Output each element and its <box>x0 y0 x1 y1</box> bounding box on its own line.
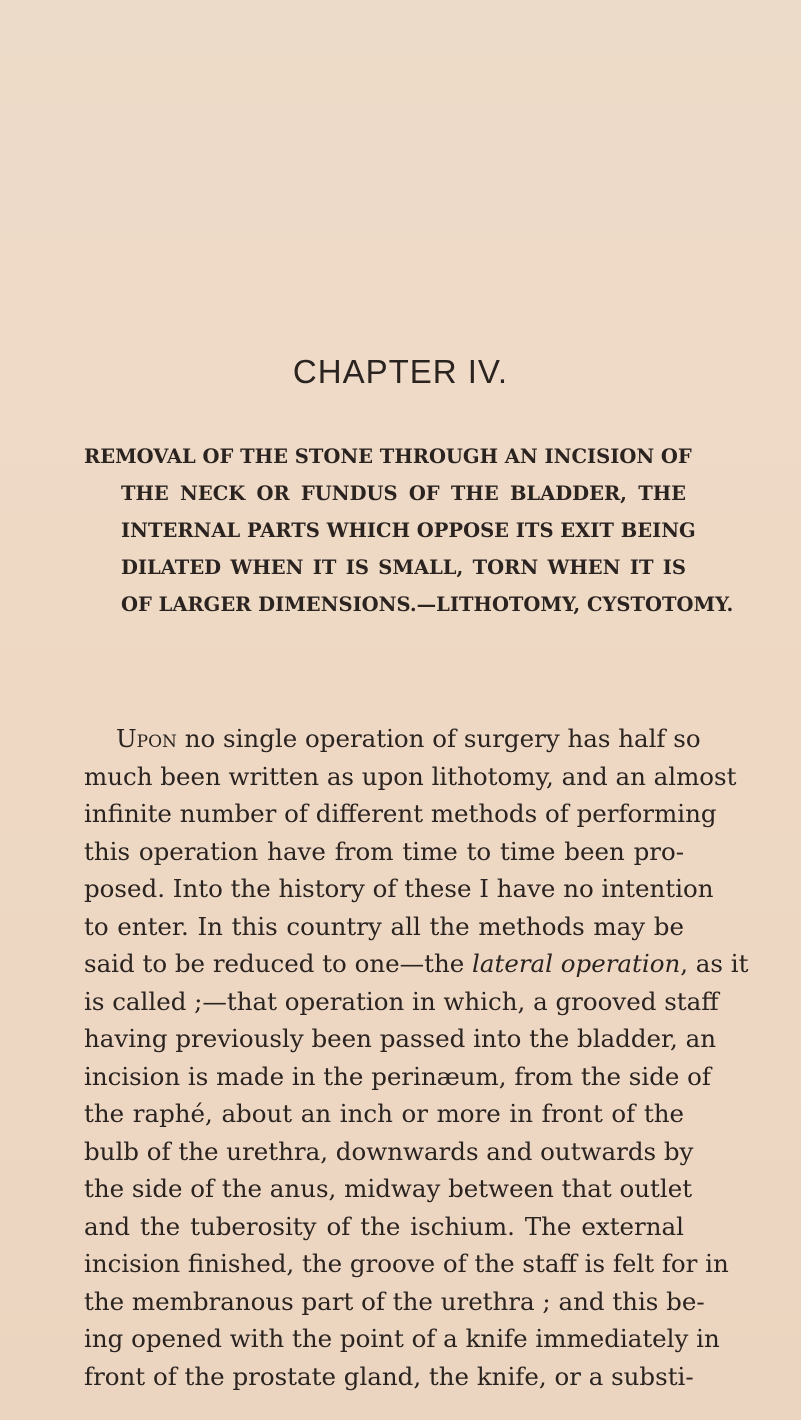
body-line: ing opened with the point of a knife immediately in <box>84 1324 720 1353</box>
body-line: and the tuberosity of the ischium. The external <box>84 1211 684 1241</box>
body-line <box>84 945 749 983</box>
heading-line: OF LARGER DIMENSIONS.—LITHOTOMY, CYSTOTOMY. <box>121 593 734 616</box>
body-line: incision finished, the groove of the staff is felt for in <box>84 1249 729 1278</box>
body-line: much been written as upon lithotomy, and an almost <box>84 761 737 791</box>
body-line: posed. Into the history of these I have no intention <box>84 874 714 903</box>
heading-line: REMOVAL OF THE STONE THROUGH AN INCISION OF <box>84 445 692 468</box>
body-line: the membranous part of the urethra ; and this be- <box>84 1286 705 1316</box>
heading-line: DILATED WHEN IT IS SMALL, TORN WHEN IT IS <box>121 556 686 579</box>
body-line: bulb of the urethra, downwards and outwards by <box>84 1136 694 1166</box>
body-line: the side of the anus, midway between that outlet <box>84 1174 693 1203</box>
body-line: having previously been passed into the bladder, an <box>84 1024 716 1053</box>
body-line: the raphé, about an inch or more in front of the <box>84 1099 684 1128</box>
drop-word: Upon <box>116 724 177 753</box>
body-paragraph <box>84 720 749 1395</box>
italic-term: lateral operation <box>472 949 681 978</box>
chapter-title: CHAPTER IV. <box>292 353 509 390</box>
body-line: is called ;—that operation in which, a grooved staff <box>84 986 719 1016</box>
body-line: incision is made in the perinæum, from the side of <box>84 1061 711 1091</box>
body-line-text: no single operation of surgery has half so <box>176 724 701 753</box>
body-line: infinite number of different methods of performing <box>84 799 717 828</box>
body-line-text: , as it <box>680 949 749 978</box>
body-line: this operation have from time to time been pro- <box>84 836 684 866</box>
body-line-text: said to be reduced to one—the <box>84 949 473 978</box>
body-line <box>116 720 701 758</box>
body-line: to enter. In this country all the methods may be <box>84 911 684 941</box>
heading-line: THE NECK OR FUNDUS OF THE BLADDER, THE <box>121 482 686 505</box>
chapter-heading <box>84 438 734 623</box>
body-line: front of the prostate gland, the knife, or a substi- <box>84 1361 694 1391</box>
heading-line: INTERNAL PARTS WHICH OPPOSE ITS EXIT BEING <box>121 519 696 542</box>
